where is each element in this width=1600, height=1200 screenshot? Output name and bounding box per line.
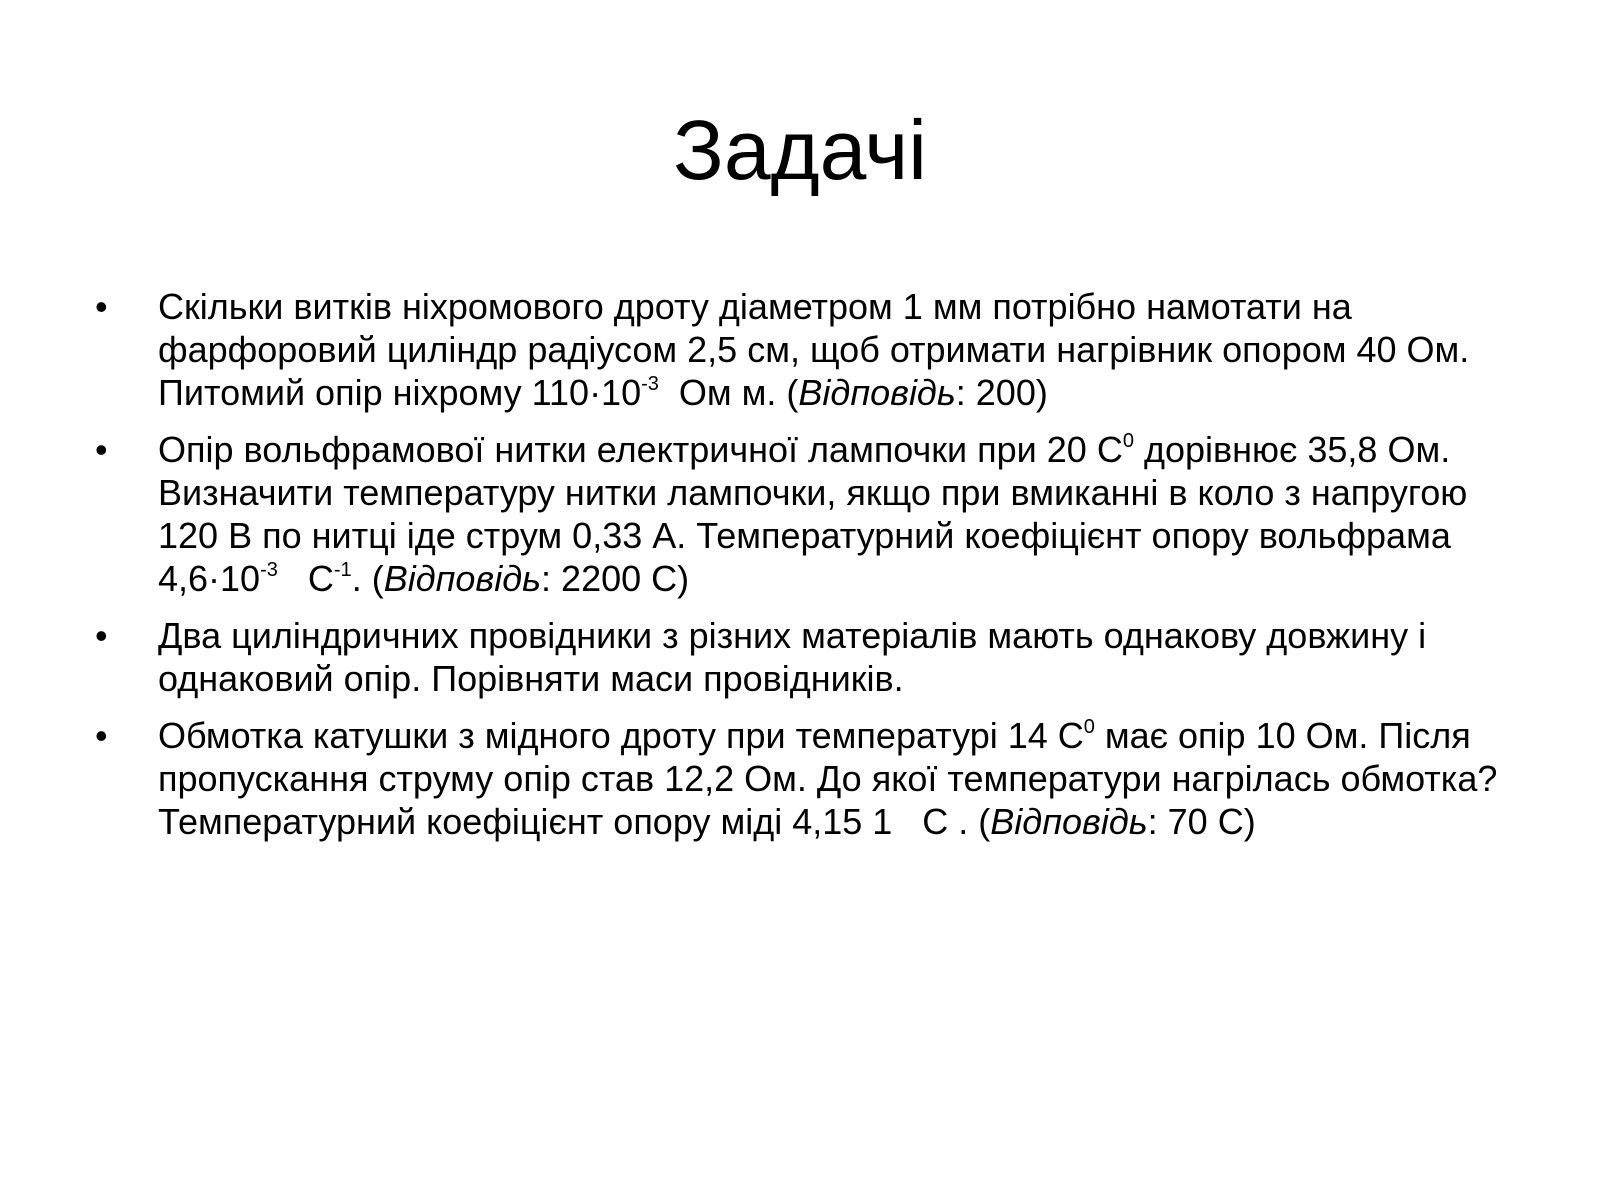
task-item-3 <box>95 614 1525 700</box>
text-segment: Ом м. ( <box>658 372 799 413</box>
superscript: 0 <box>1083 716 1095 738</box>
task-text <box>158 428 1525 600</box>
superscript: -3 <box>260 559 278 581</box>
bullet-icon: • <box>95 429 108 470</box>
bullet-icon: • <box>95 715 108 756</box>
task-item-1 <box>95 285 1525 414</box>
superscript: 0 <box>1122 430 1134 452</box>
text-segment: : 200) <box>955 372 1048 413</box>
text-segment: Два циліндричних провідники з різних матеріалів мають однакову довжину і однаковий опір. Порівняти маси провідників. <box>158 615 1427 699</box>
text-segment: : 70 С) <box>1147 801 1256 842</box>
bullet-icon: • <box>95 615 108 656</box>
answer-label: Відповідь <box>990 801 1148 842</box>
answer-label: Відповідь <box>798 372 956 413</box>
task-text <box>158 714 1525 843</box>
superscript: -1 <box>333 559 352 581</box>
text-segment: С <box>277 558 334 599</box>
text-segment: Скільки витків ніхромового дроту діаметром 1 мм потрібно намотати на фарфоровий циліндр радіусом 2,5 см, щоб отримати нагрівник опором 40 Ом. Питомий опір ніхрому 110·10 <box>158 286 1470 413</box>
text-segment: Опір вольфрамової нитки електричної лампочки при 20 С <box>158 429 1123 470</box>
task-item-4 <box>95 714 1525 843</box>
task-item-2 <box>95 428 1525 600</box>
task-text <box>158 285 1525 414</box>
task-list <box>95 285 1525 857</box>
text-segment: має опір 10 Ом. Після пропускання струму опір став 12,2 Ом. До якої температури нагрілась обмотка? Температурний коефіцієнт опору міді 4,15 1 С . ( <box>158 715 1508 842</box>
text-segment: : 2200 С) <box>541 558 690 599</box>
bullet-icon: • <box>95 286 108 327</box>
text-segment: Обмотка катушки з мідного дроту при температурі 14 С <box>158 715 1084 756</box>
superscript: -3 <box>641 373 659 395</box>
task-text <box>158 614 1525 700</box>
slide-title: Задачі <box>673 103 927 197</box>
text-segment: дорівнює 35,8 Ом. Визначити температуру нитки лампочки, якщо при вмиканні в коло з напругою 120 В по нитці іде струм 0,33 А. Температурний коефіцієнт опору вольфрама 4,6·10 <box>158 429 1468 599</box>
text-segment: . ( <box>351 558 384 599</box>
answer-label: Відповідь <box>383 558 542 599</box>
